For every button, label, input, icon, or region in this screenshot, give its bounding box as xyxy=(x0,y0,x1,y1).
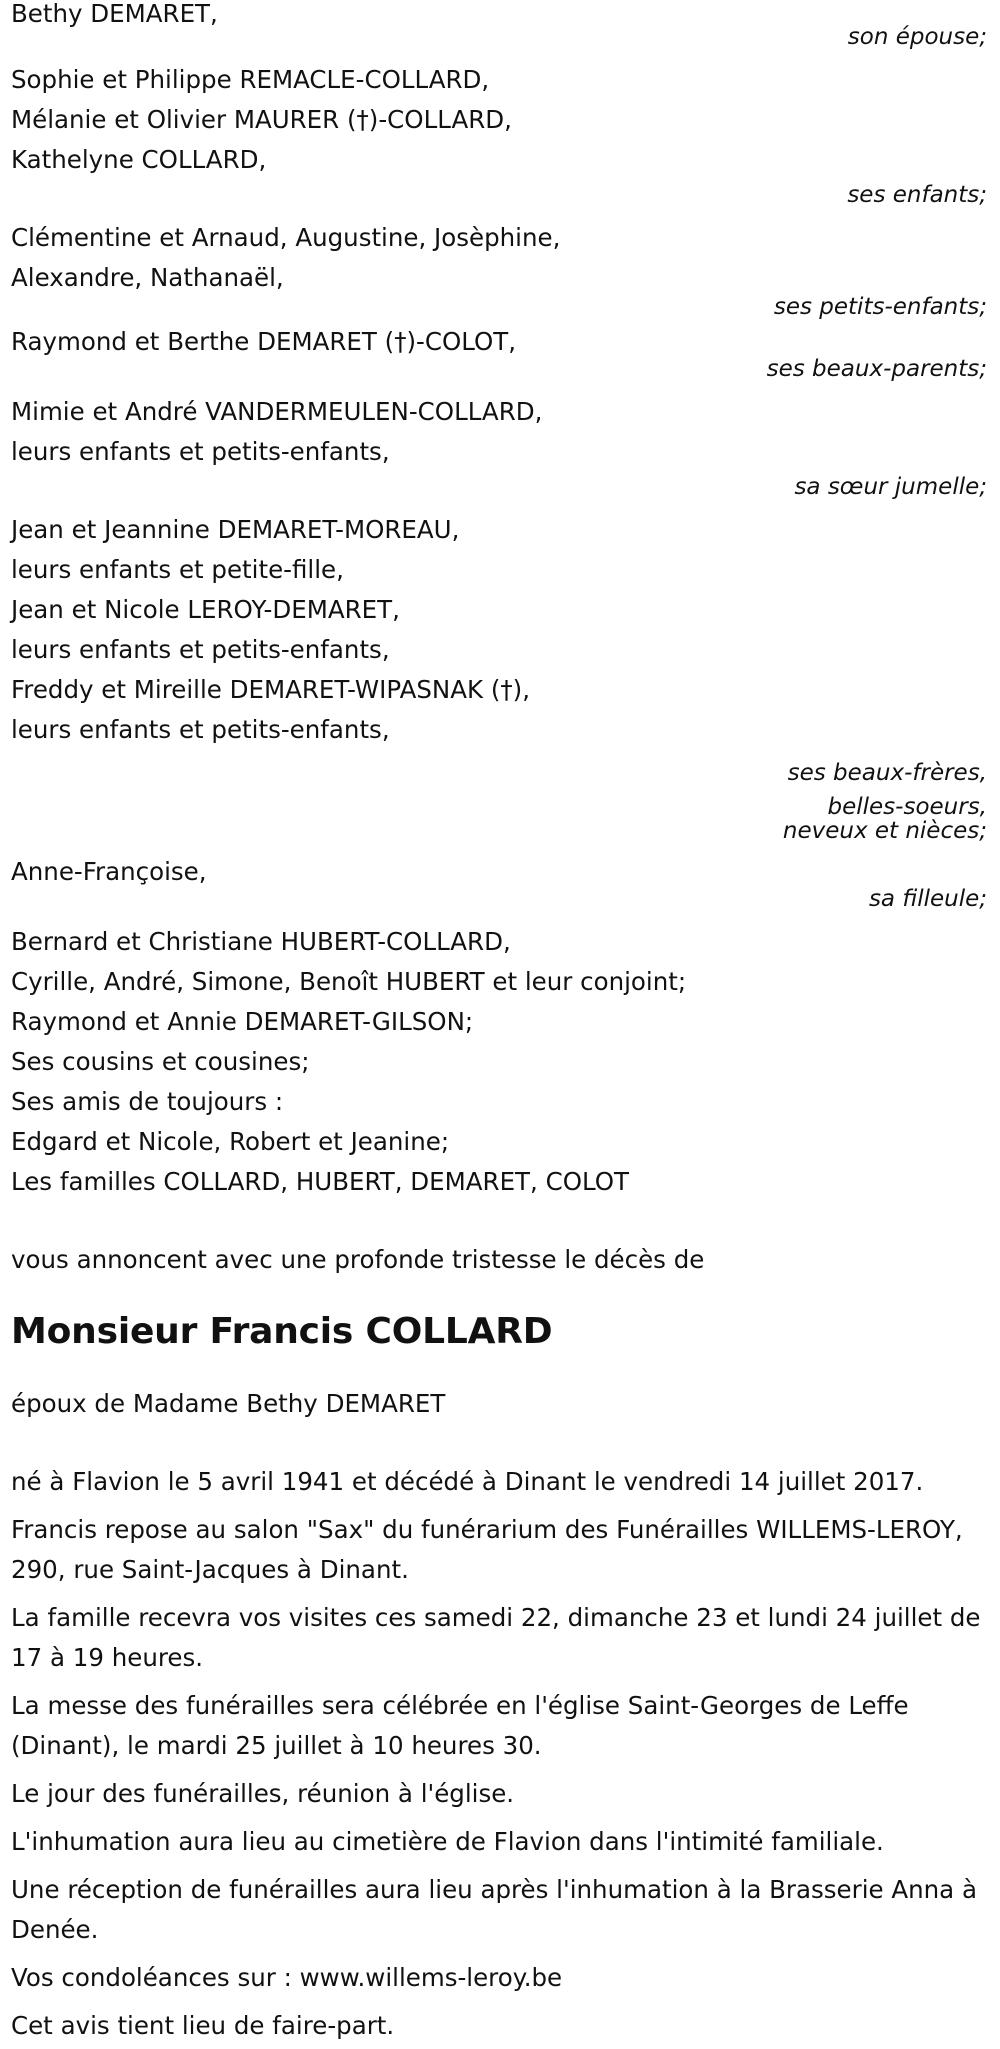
funeral-details xyxy=(11,1462,990,2046)
relationship-label: ses petits-enfants; xyxy=(773,294,987,320)
family-line: leurs enfants et petits-enfants, xyxy=(11,437,390,466)
announcement-text: vous annoncent avec une profonde tristesse le décès de xyxy=(11,1245,705,1274)
relationship-label: belles-soeurs, xyxy=(827,794,987,820)
detail-paragraph: La famille recevra vos visites ces samedi 22, dimanche 23 et lundi 24 juillet de 17 à 19 heures. xyxy=(11,1603,981,1672)
family-line: Clémentine et Arnaud, Augustine, Josèphine, xyxy=(11,223,561,252)
relationship-label: ses enfants; xyxy=(847,182,987,208)
deceased-name: Monsieur Francis COLLARD xyxy=(11,1311,553,1352)
family-block-goddaughter xyxy=(11,852,990,914)
relationship-label: ses beaux-parents; xyxy=(766,356,987,382)
family-line: Raymond et Berthe DEMARET (†)-COLOT, xyxy=(11,327,517,356)
family-line: Sophie et Philippe REMACLE-COLLARD, xyxy=(11,65,490,94)
condolences-link-text: Vos condoléances sur : www.willems-leroy.be xyxy=(11,1963,563,1992)
detail-paragraph: La messe des funérailles sera célébrée en l'église Saint-Georges de Leffe (Dinant), le mardi 25 juillet à 10 heures 30. xyxy=(11,1691,909,1760)
family-block-siblings-in-law xyxy=(11,510,990,844)
family-block-children xyxy=(11,60,990,210)
family-line: Mimie et André VANDERMEULEN-COLLARD, xyxy=(11,397,543,426)
family-line: leurs enfants et petits-enfants, xyxy=(11,635,390,664)
detail-paragraph: L'inhumation aura lieu au cimetière de Flavion dans l'intimité familiale. xyxy=(11,1827,884,1856)
family-line: Jean et Nicole LEROY-DEMARET, xyxy=(11,595,400,624)
family-line: Mélanie et Olivier MAURER (†)-COLLARD, xyxy=(11,105,512,134)
detail-paragraph: Francis repose au salon "Sax" du funérarium des Funérailles WILLEMS-LEROY, 290, rue Saint-Jacques à Dinant. xyxy=(11,1515,963,1584)
family-line: Anne-Françoise, xyxy=(11,857,207,886)
family-line: Raymond et Annie DEMARET-GILSON; xyxy=(11,1007,474,1036)
family-line: Jean et Jeannine DEMARET-MOREAU, xyxy=(11,515,460,544)
detail-paragraph: né à Flavion le 5 avril 1941 et décédé à Dinant le vendredi 14 juillet 2017. xyxy=(11,1467,924,1496)
family-line: Edgard et Nicole, Robert et Jeanine; xyxy=(11,1127,450,1156)
family-line: Les familles COLLARD, HUBERT, DEMARET, COLOT xyxy=(11,1167,630,1196)
family-line: leurs enfants et petite-fille, xyxy=(11,555,344,584)
family-block-relatives-friends xyxy=(11,922,990,1202)
family-line: Kathelyne COLLARD, xyxy=(11,145,267,174)
family-line: Cyrille, André, Simone, Benoît HUBERT et leur conjoint; xyxy=(11,967,687,996)
family-line: Bernard et Christiane HUBERT-COLLARD, xyxy=(11,927,511,956)
relationship-label: sa filleule; xyxy=(868,886,987,912)
family-block-spouse xyxy=(11,0,990,52)
relationship-label: ses beaux-frères, xyxy=(787,760,987,786)
family-line: leurs enfants et petits-enfants, xyxy=(11,715,390,744)
spouse-line: époux de Madame Bethy DEMARET xyxy=(11,1389,446,1418)
family-line: Ses cousins et cousines; xyxy=(11,1047,310,1076)
relationship-label: sa sœur jumelle; xyxy=(794,474,987,500)
detail-paragraph: Une réception de funérailles aura lieu après l'inhumation à la Brasserie Anna à Denée. xyxy=(11,1875,977,1944)
family-line: Freddy et Mireille DEMARET-WIPASNAK (†), xyxy=(11,675,530,704)
family-block-twin-sister xyxy=(11,392,990,502)
family-block-grandchildren xyxy=(11,218,990,322)
family-line: Bethy DEMARET, xyxy=(11,0,218,28)
detail-paragraph: Le jour des funérailles, réunion à l'église. xyxy=(11,1779,515,1808)
relationship-label: son épouse; xyxy=(847,24,987,50)
relationship-label: neveux et nièces; xyxy=(782,818,987,844)
detail-paragraph: Cet avis tient lieu de faire-part. xyxy=(11,2011,395,2040)
family-block-parents-in-law xyxy=(11,322,990,384)
family-line: Ses amis de toujours : xyxy=(11,1087,284,1116)
family-line: Alexandre, Nathanaël, xyxy=(11,263,284,292)
